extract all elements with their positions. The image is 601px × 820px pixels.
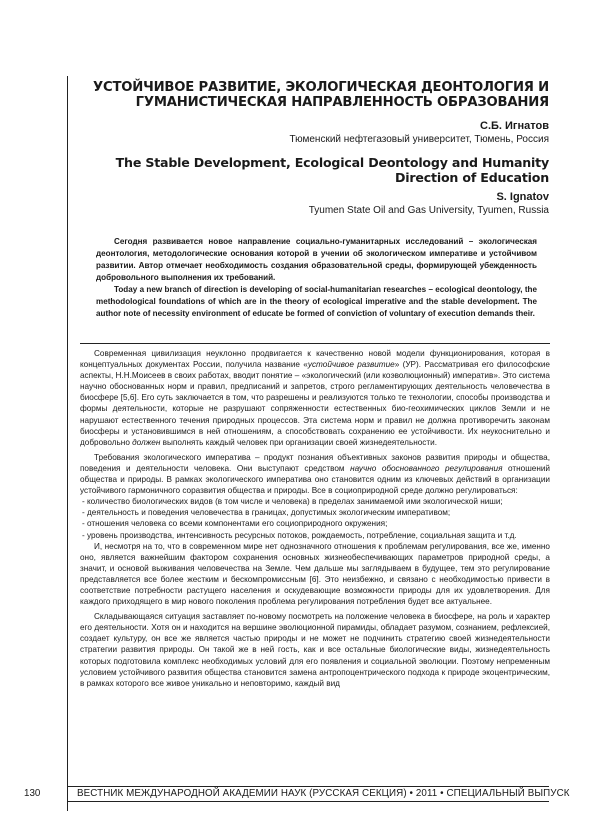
body-paragraph: Складывающаяся ситуация заставляет по-новому посмотреть на положение человека в биосфере, на роль и характер его деятельности. Хотя он и находится на вершине эволюционной пирамиды, обладает разумом, сознанием, рефлексией, создает культуру, он все же является частью природы и не может не подчинить стратегию своей жизнедеятельности стратегии развития природы. Он такой же в ней гость, как и все остальные биологические виды, жизнедеятельность которых подготовила комплекс необходимых условий для его появления и социальной эволюции. Поэтому непременным условием устойчивого развития общества становится замена антропоцентрического подхода к природе экоцентрическим, в рамках которого все живое уникально и неповторимо, каждый вид [80, 612, 550, 688]
page-number: 130 [24, 788, 41, 799]
left-margin-rule [67, 76, 68, 811]
footer-top-rule [68, 786, 549, 787]
body-paragraph: Современная цивилизация неуклонно продвигается к качественно новой модели функционирования, которая в концептуальных документах России, получила название «устойчивое развитие» (УР). Рассматривая его философские аспекты, Н.Н.Моисеев в своих работах, вводит понятие – «экологический (или коэволюционный) императив». Это система научно обоснованных норм и правил, предписаний и запретов, строго регламентирующих деятельность человечества в биосфере [5,6]. Его суть заключается в том, что разрешены и реализуются только те технологии, способы производства и формы деятельности, которые не разрушают сопряженности естественных био-геохимических циклов Земли и не нарушают естественного течения природных процессов. Эта система норм и правил не должна противоречить законам биосферы и установившимся в ней отношениям, а способствовать сохранению ее устойчивости. Их неукоснительно и добровольно должен выполнять каждый человек при организации своей жизнедеятельности. [80, 349, 550, 447]
body-paragraph: И, несмотря на то, что в современном мире нет однозначного отношения к проблемам регулирования, все же, именно оно, является важнейшим фактором сохранения основных жизнеобеспечивающих параметров природной среды, а значит, и основой выживания человечества на Земле. Чем дальше мы заглядываем в будущее, тем это регулирование представляется все более жестким и бескомпромиссным [6]. Это неизбежно, и связано с необходимостью привести в соответствие потребности растущего населения и оскудевающие возможности природы для их удовлетворения. Для каждого приходящего в мир нового поколения проблема регулирования потребления будет все актуальнее. [80, 541, 550, 607]
list-item: - уровень производства, интенсивность ресурсных потоков, рождаемость, потребление, социальная защита и т.д. [82, 530, 517, 540]
footer-bottom-rule [68, 801, 549, 802]
affiliation-english: Tyumen State Oil and Gas University, Tyumen, Russia [308, 205, 549, 216]
author-russian: С.Б. Игнатов [480, 120, 549, 132]
list-item: - количество биологических видов (в том числе и человека) в пределах занимаемой ими экологической ниши; [82, 497, 503, 507]
author-english: S. Ignatov [496, 191, 549, 203]
abstract-english: Today a new branch of direction is developing of social-humanitarian researches – ecological deontology, the methodological foundations of which are in the theory of ecological imperative and the stable development. The author note of necessity environment of educate be formed of conviction of voluntary of execution demands their. [96, 285, 537, 318]
list-item: - деятельность и поведения человечества в границах, допустимых экологическим императивом; [82, 508, 451, 518]
abstract-divider [80, 343, 550, 344]
article-header [69, 80, 549, 216]
abstract [96, 236, 537, 320]
term-regulation: научно обоснованного регулирования [350, 463, 503, 473]
affiliation-russian: Тюменский нефтегазовый университет, Тюмень, Россия [289, 134, 549, 145]
article-body [80, 348, 550, 689]
list-item: - отношения человека со всеми компонентами его социоприродного окружения; [82, 519, 388, 529]
body-paragraph: Требования экологического императива – продукт познания объективных законов развития природы и общества, поведения и деятельности человека. Они выступают средством научно обоснованного регулирования отношений общества и природы. В рамках экологического императива оно становится одним из ключевых действий в организации устойчивого гармоничного соразвития общества и природы. Все в социоприродной среде должно регулироваться: [80, 452, 550, 496]
title-english: The Stable Development, Ecological Deontology and Humanity Direction of Education [115, 155, 549, 185]
journal-name: ВЕСТНИК МЕЖДУНАРОДНОЙ АКАДЕМИИ НАУК (РУССКАЯ СЕКЦИЯ) • 2011 • СПЕЦИАЛЬНЫЙ ВЫПУСК [77, 788, 570, 799]
abstract-russian: Сегодня развивается новое направление социально-гуманитарных исследований – экологическая деонтология, методологические основания которой в учении об экологическом императиве и устойчивом развитии. Автор отмечает необходимость создания образовательной среды, формирующей убежденность добровольного выполнения их требований. [96, 237, 537, 282]
term-must: должен [132, 437, 161, 447]
term-sustainable-development: устойчивое развитие [307, 360, 395, 370]
title-russian: УСТОЙЧИВОЕ РАЗВИТИЕ, ЭКОЛОГИЧЕСКАЯ ДЕОНТОЛОГИЯ И ГУМАНИСТИЧЕСКАЯ НАПРАВЛЕННОСТЬ ОБРАЗОВАНИЯ [93, 80, 549, 110]
